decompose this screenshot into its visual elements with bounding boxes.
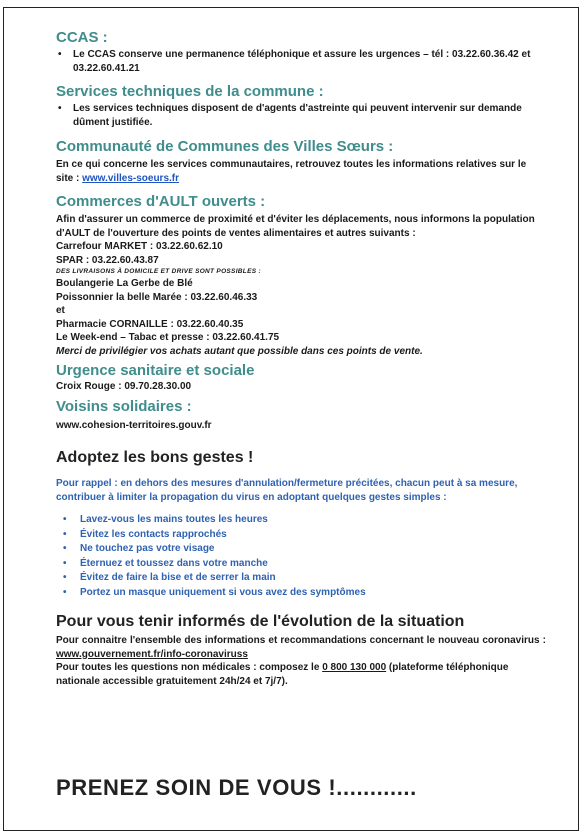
villes-soeurs-link[interactable]: www.villes-soeurs.fr	[82, 172, 180, 184]
merci-line: Merci de privilégier vos achats autant que possible dans ces points de vente.	[56, 345, 423, 357]
pharmacie-line: Pharmacie CORNAILLE : 03.22.60.40.35	[56, 318, 244, 330]
ccas-list	[56, 48, 546, 75]
services-item: • Les services techniques disposent de d'agents d'astreinte qui peuvent intervenir sur demande dûment justifiée.	[56, 102, 546, 129]
section-info-title: Pour vous tenir informés de l'évolution de la situation	[56, 613, 465, 630]
document-content	[56, 28, 546, 688]
livraisons-note: DES LIVRAISONS À DOMICILE ET DRIVE SONT POSSIBLES :	[56, 268, 261, 275]
final-message: PRENEZ SOIN DE VOUS !............	[56, 775, 417, 800]
gestes-list	[56, 513, 546, 600]
section-ccas-title: CCAS :	[56, 29, 108, 46]
gestes-intro: Pour rappel : en dehors des mesures d'annulation/fermeture précitées, chacun peut à sa mesure, contribuer à limiter la propagation du virus en adoptant quelques gestes simples :	[56, 478, 518, 503]
croix-rouge-line: Croix Rouge : 09.70.28.30.00	[56, 381, 192, 392]
gouvernement-link[interactable]: www.gouvernement.fr/info-coronaviruss	[56, 648, 248, 660]
hotline-number: 0 800 130 000	[322, 662, 387, 673]
poissonnier-line: Poissonnier la belle Marée : 03.22.60.46.33	[56, 291, 258, 303]
geste-item: • Évitez les contacts rapprochés	[56, 528, 546, 543]
geste-item: • Évitez de faire la bise et de serrer la main	[56, 571, 546, 586]
weekend-line: Le Week-end – Tabac et presse : 03.22.60.41.75	[56, 332, 280, 343]
section-commerces-title: Commerces d'AULT ouverts :	[56, 193, 266, 210]
geste-item: • Ne touchez pas votre visage	[56, 542, 546, 557]
communaute-text: En ce qui concerne les services communautaires, retrouvez toutes les informations relatives sur le site : www.villes-soeurs.fr	[56, 159, 527, 184]
services-list	[56, 102, 546, 129]
geste-item: • Éternuez et toussez dans votre manche	[56, 557, 546, 572]
carrefour-line: Carrefour MARKET : 03.22.60.62.10	[56, 241, 223, 252]
info-line-2: Pour toutes les questions non médicales : composez le 0 800 130 000 (plateforme téléphonique nationale accessible gratuitement 24h/24 et 7j/7).	[56, 662, 509, 687]
commerces-intro: Afin d'assurer un commerce de proximité et d'éviter les déplacements, nous informons la population d'AULT de l'ouverture des points de ventes alimentaires et autres suivants :	[56, 214, 535, 239]
geste-item: • Lavez-vous les mains toutes les heures	[56, 513, 546, 528]
boulangerie-line: Boulangerie La Gerbe de Blé	[56, 278, 193, 289]
info-line-1: Pour connaitre l'ensemble des informations et recommandations concernant le nouveau coronavirus : www.gouvernement.fr/info-coronaviruss	[56, 635, 546, 660]
section-services-title: Services techniques de la commune :	[56, 83, 324, 100]
spar-line: SPAR : 03.22.60.43.87	[56, 254, 159, 266]
voisins-link: www.cohesion-territoires.gouv.fr	[56, 419, 212, 431]
section-urgence-title: Urgence sanitaire et sociale	[56, 362, 255, 379]
ccas-item: • Le CCAS conserve une permanence téléphonique et assure les urgences – tél : 03.22.60.36.42 et 03.22.60.41.21	[56, 48, 546, 75]
geste-item: • Portez un masque uniquement si vous avez des symptômes	[56, 586, 546, 601]
section-gestes-title: Adoptez les bons gestes !	[56, 449, 254, 466]
section-voisins-title: Voisins solidaires :	[56, 397, 192, 415]
et-line: et	[56, 305, 65, 316]
section-communaute-title: Communauté de Communes des Villes Sœurs :	[56, 138, 394, 155]
